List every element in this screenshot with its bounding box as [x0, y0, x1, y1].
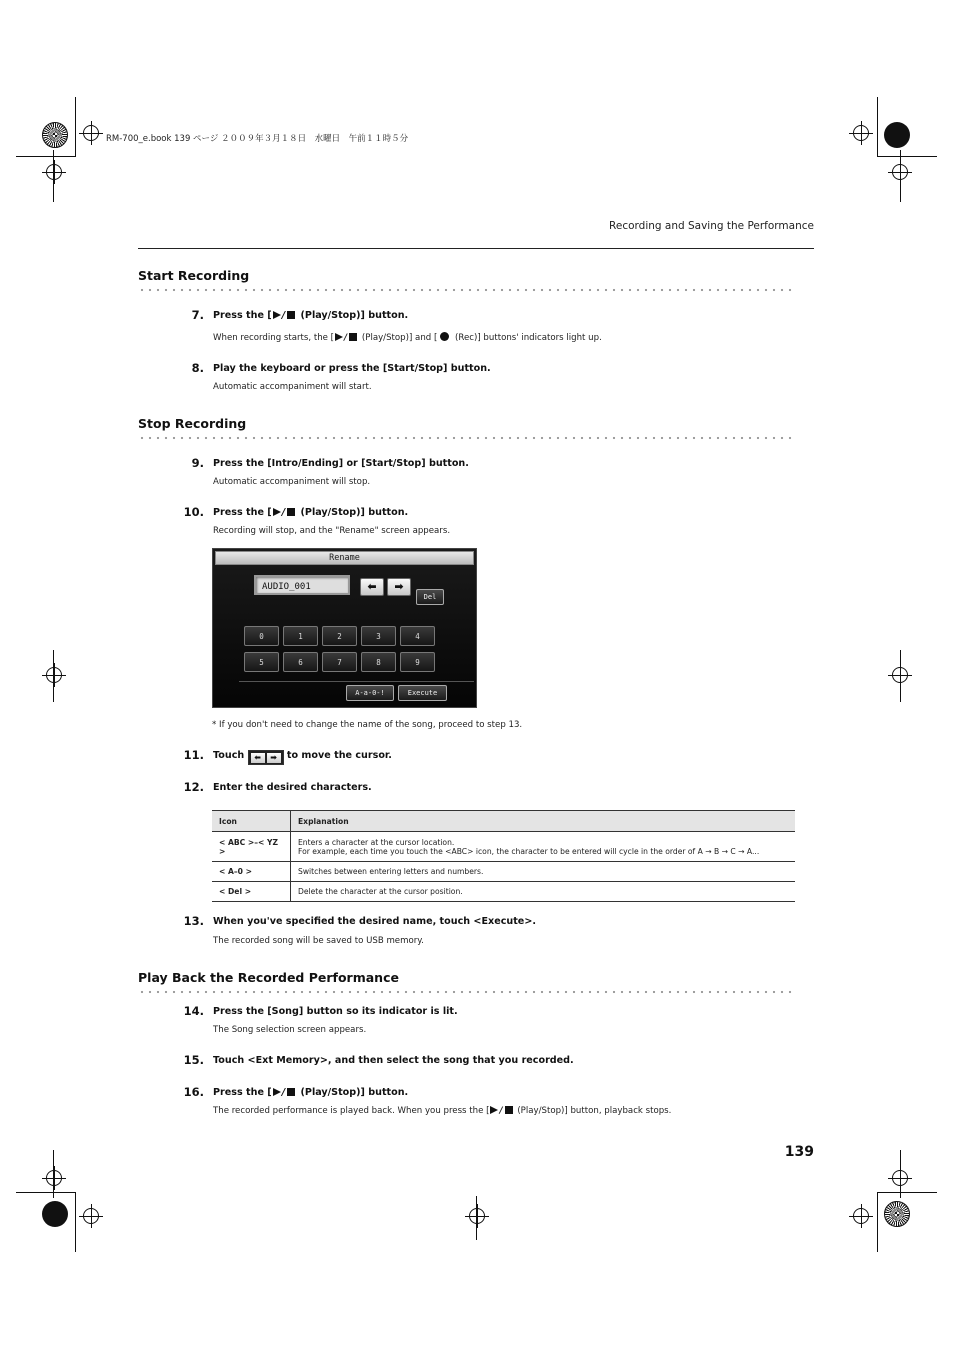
header-icon: Icon	[212, 811, 291, 832]
registration-disc-icon	[42, 1201, 68, 1227]
registration-starburst-icon	[884, 1201, 910, 1227]
print-info: RM-700_e.book 139 ページ ２００９年３月１８日 水曜日 午前１１時５分	[106, 134, 409, 144]
crop-mark	[877, 156, 937, 157]
step-text-part: Press the [	[213, 310, 272, 321]
dotted-divider	[138, 288, 792, 292]
rename-screen	[212, 548, 477, 708]
desc-part: (Play/Stop)] and [	[359, 333, 438, 343]
crop-mark	[16, 156, 76, 157]
desc-part: (Play/Stop)] button, playback stops.	[514, 1106, 672, 1116]
dotted-divider	[138, 990, 792, 994]
step-text-part: Press the [	[213, 507, 272, 518]
page-number: 139	[784, 1144, 814, 1160]
slash: /	[281, 507, 286, 518]
stop-icon	[349, 333, 357, 341]
row-explanation	[291, 832, 796, 862]
step-9-instruction: Press the [Intro/Ending] or [Start/Stop] button.	[213, 458, 469, 469]
play-icon	[273, 311, 281, 319]
key-9[interactable]: 9	[400, 652, 435, 672]
step-14-description: The Song selection screen appears.	[213, 1025, 367, 1035]
row-explanation: Delete the character at the cursor position.	[291, 882, 796, 902]
dotted-divider	[138, 436, 792, 440]
step-7-description	[213, 332, 602, 343]
slash: /	[344, 333, 348, 343]
song-name-field[interactable]: AUDIO_001	[254, 575, 350, 595]
cursor-arrows-icon	[248, 750, 284, 765]
crop-mark	[900, 650, 901, 702]
step-9-description: Automatic accompaniment will stop.	[213, 477, 371, 487]
registration-target-icon	[469, 1208, 485, 1224]
crop-mark	[53, 650, 54, 702]
registration-target-icon	[853, 1208, 869, 1224]
table-row	[212, 832, 795, 862]
key-4[interactable]: 4	[400, 626, 435, 646]
step-number: 14.	[183, 1004, 204, 1018]
crop-mark	[16, 1192, 76, 1193]
key-8[interactable]: 8	[361, 652, 396, 672]
key-7[interactable]: 7	[322, 652, 357, 672]
rec-icon	[440, 332, 449, 341]
step-text-part: (Play/Stop)] button.	[297, 1087, 409, 1098]
cursor-right-button[interactable]: ➡	[387, 578, 411, 596]
running-header: Recording and Saving the Performance	[609, 220, 814, 232]
crop-mark	[877, 1192, 937, 1193]
row-icon: < A–0 >	[212, 862, 291, 882]
table-row	[212, 882, 795, 902]
key-5[interactable]: 5	[244, 652, 279, 672]
footnote: * If you don't need to change the name of the song, proceed to step 13.	[212, 720, 523, 730]
step-8-instruction: Play the keyboard or press the [Start/Stop] button.	[213, 363, 491, 374]
key-2[interactable]: 2	[322, 626, 357, 646]
play-icon	[490, 1106, 498, 1114]
step-12-instruction: Enter the desired characters.	[213, 782, 372, 793]
stop-icon	[287, 508, 295, 516]
step-text-part: to move the cursor.	[286, 750, 392, 761]
desc-part: The recorded performance is played back. When you press the [	[213, 1106, 490, 1116]
table-row	[212, 862, 795, 882]
registration-target-icon	[46, 164, 62, 180]
key-0[interactable]: 0	[244, 626, 279, 646]
step-14-instruction: Press the [Song] button so its indicator is lit.	[213, 1006, 458, 1017]
step-10-description: Recording will stop, and the "Rename" screen appears.	[213, 526, 451, 536]
play-icon	[273, 508, 281, 516]
step-number: 16.	[183, 1085, 204, 1099]
crop-mark	[75, 1192, 76, 1252]
step-7-instruction	[213, 310, 408, 321]
crop-mark	[900, 1150, 901, 1198]
registration-target-icon	[46, 1170, 62, 1186]
char-mode-button[interactable]: A-a-0-!	[346, 685, 394, 701]
registration-target-icon	[853, 125, 869, 141]
registration-target-icon	[46, 667, 62, 683]
step-text-part: Press the [	[213, 1087, 272, 1098]
step-number: 15.	[183, 1053, 204, 1067]
desc-part: When recording starts, the [	[213, 333, 335, 343]
row-icon: < ABC >–< YZ >	[212, 832, 291, 862]
step-13-instruction: When you've specified the desired name, touch <Execute>.	[213, 916, 537, 927]
registration-target-icon	[83, 1208, 99, 1224]
registration-target-icon	[83, 125, 99, 141]
step-number: 8.	[191, 361, 204, 375]
del-button[interactable]: Del	[416, 589, 444, 605]
stop-icon	[287, 311, 295, 319]
step-8-description: Automatic accompaniment will start.	[213, 382, 372, 392]
left-arrow-icon: ⬅	[251, 753, 265, 763]
step-15-instruction: Touch <Ext Memory>, and then select the song that you recorded.	[213, 1055, 574, 1066]
slash: /	[281, 1087, 286, 1098]
key-6[interactable]: 6	[283, 652, 318, 672]
explanation-line: Enters a character at the cursor location.	[298, 837, 455, 847]
crop-mark	[53, 150, 54, 202]
step-text-part: (Play/Stop)] button.	[297, 507, 409, 518]
table-header-row	[212, 811, 795, 832]
step-number: 10.	[183, 505, 204, 519]
step-number: 13.	[183, 914, 204, 928]
execute-button[interactable]: Execute	[398, 685, 447, 701]
section-title-stop-recording: Stop Recording	[138, 416, 247, 431]
step-number: 12.	[183, 780, 204, 794]
step-10-instruction	[213, 507, 408, 518]
desc-part: (Rec)] buttons' indicators light up.	[452, 333, 602, 343]
header-rule	[138, 248, 814, 249]
slash: /	[499, 1106, 503, 1116]
section-title-start-recording: Start Recording	[138, 268, 250, 283]
crop-mark	[75, 97, 76, 157]
row-explanation: Switches between entering letters and numbers.	[291, 862, 796, 882]
screen-divider	[239, 681, 474, 682]
explanation-line: For example, each time you touch the <ABC> icon, the character to be entered will cycle in the order of A → B → C → A...	[298, 846, 760, 856]
header-explanation: Explanation	[291, 811, 796, 832]
registration-disc-icon	[884, 122, 910, 148]
crop-mark	[900, 150, 901, 202]
stop-icon	[287, 1088, 295, 1096]
right-arrow-icon: ➡	[267, 753, 281, 763]
key-1[interactable]: 1	[283, 626, 318, 646]
slash: /	[281, 310, 286, 321]
step-16-instruction	[213, 1087, 408, 1098]
step-13-description: The recorded song will be saved to USB memory.	[213, 936, 424, 946]
step-text-part: Touch	[213, 750, 245, 761]
step-text-part: (Play/Stop)] button.	[297, 310, 409, 321]
crop-mark	[877, 97, 878, 157]
key-3[interactable]: 3	[361, 626, 396, 646]
play-icon	[335, 333, 343, 341]
step-number: 7.	[191, 308, 204, 322]
step-11-instruction	[213, 750, 392, 765]
registration-starburst-icon	[42, 122, 68, 148]
icon-table	[212, 810, 795, 902]
step-16-description	[213, 1106, 671, 1116]
screen-title: Rename	[215, 551, 474, 565]
step-number: 9.	[191, 456, 204, 470]
crop-mark	[53, 1150, 54, 1198]
step-number: 11.	[183, 748, 204, 762]
crop-mark	[877, 1192, 878, 1252]
cursor-left-button[interactable]: ⬅	[360, 578, 384, 596]
play-icon	[273, 1088, 281, 1096]
stop-icon	[505, 1106, 513, 1114]
row-icon: < Del >	[212, 882, 291, 902]
section-title-play-back: Play Back the Recorded Performance	[138, 970, 399, 985]
crop-mark	[476, 1196, 477, 1240]
